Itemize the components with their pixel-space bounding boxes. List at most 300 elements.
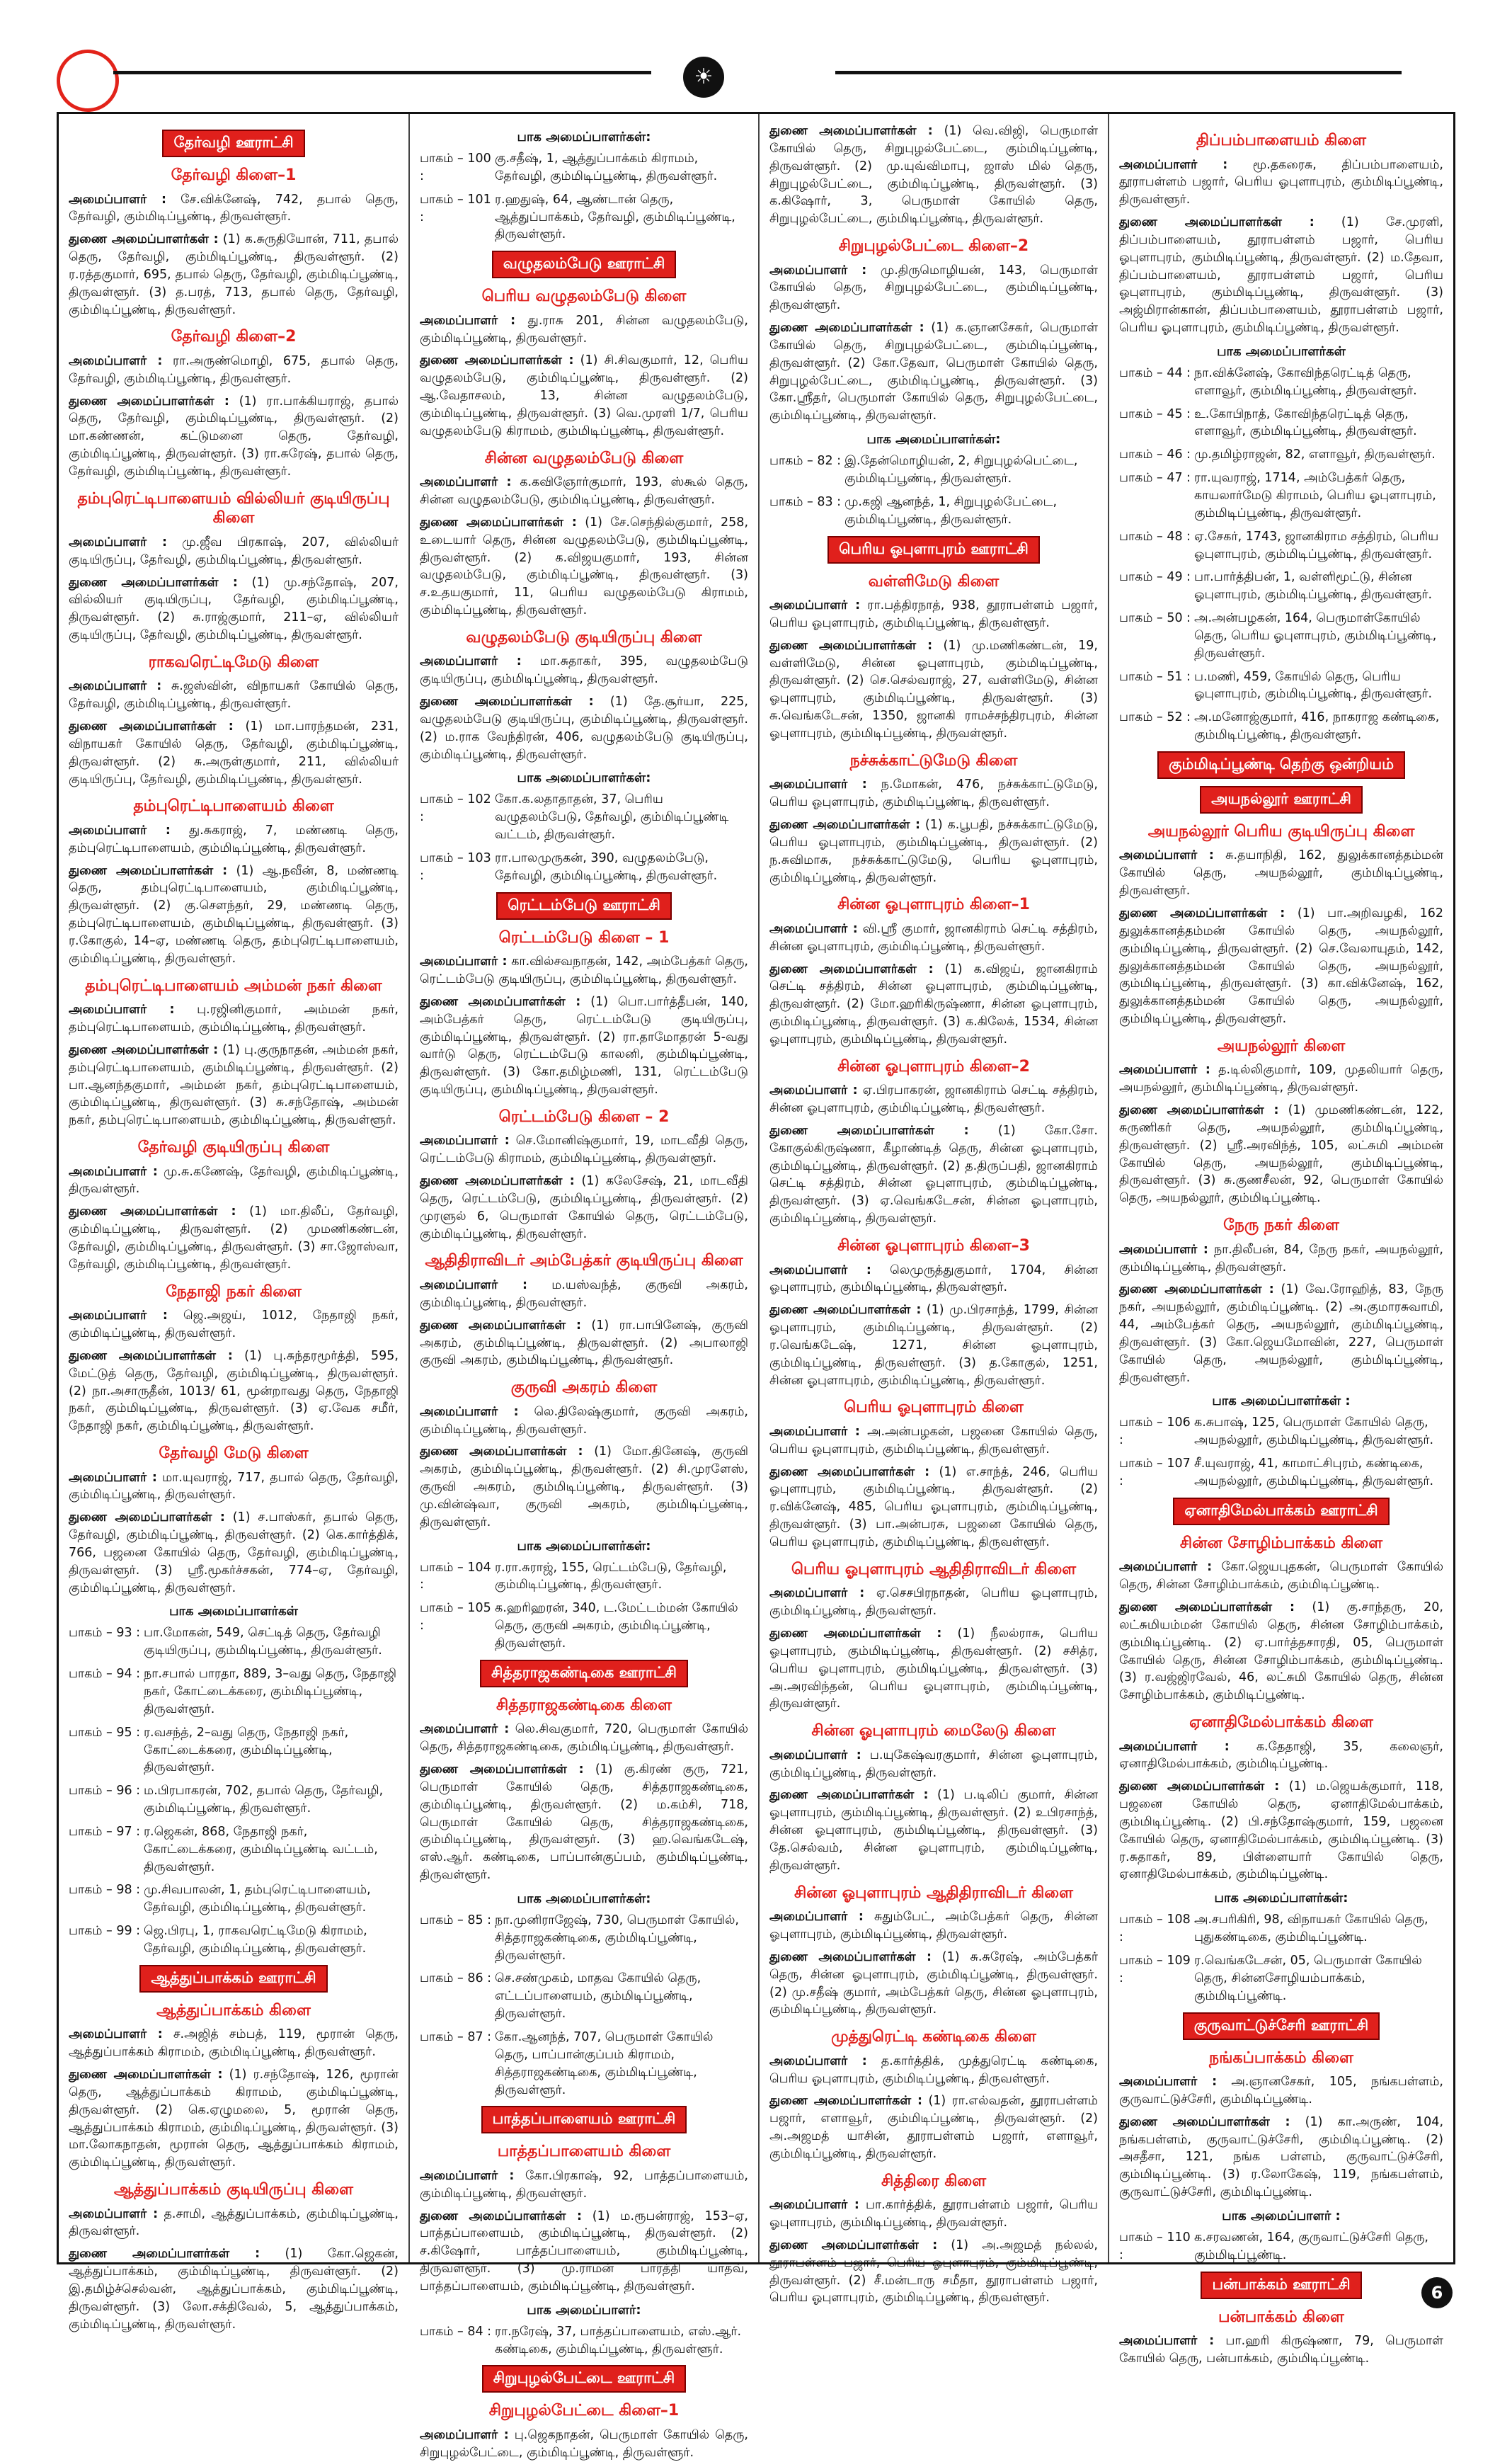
organizer-label: அமைப்பாளர் : (1119, 1242, 1208, 1257)
panchayat-banner: அயநல்லூர் ஊராட்சி (1200, 786, 1363, 814)
deputy-label: துணை அமைப்பாளர்கள் : (420, 1762, 584, 1777)
booth-organizer: கோ.ஆனந்த், 707, பெருமாள் கோயில் தெரு, பாப்பான்குப்பம் கிராமம், சித்தராஜகண்டிகை, கும்மிடிப்பூண்டி, திருவள்ளூர். (495, 2029, 714, 2097)
booth-row (420, 850, 748, 885)
entry-text: து.ராசு 201, சின்ன வழுதலம்பேடு, கும்மிடிப்பூண்டி, திருவள்ளூர். (420, 313, 748, 346)
booth-row (420, 1912, 748, 1965)
panchayat-banner: கும்மிடிப்பூண்டி தெற்கு ஒன்றியம் (1157, 751, 1405, 779)
organizer-entry (769, 2053, 1098, 2088)
deputy-organizers-entry (769, 961, 1098, 1049)
deputy-label: துணை அமைப்பாளர்கள் : (69, 1204, 236, 1219)
booth-organizer: ரா.நரேஷ், 37, பாத்தப்பாளையம், எஸ்.ஆர். கண்டிகை, கும்மிடிப்பூண்டி, திருவள்ளூர். (495, 2324, 742, 2356)
entry-text: த.டில்லிகுமார், 109, முதலியார் தெரு, அயநல்லூர், கும்மிடிப்பூண்டி, திருவள்ளூர். (1119, 1063, 1443, 1095)
entry-text: (1) மு.சந்தோஷ், 207, வில்லியர் குடியிருப்பு, தேர்வழி, கும்மிடிப்பூண்டி, திருவள்ளூர். (2) சு.ராஜ்குமார், 211–ஏ, வில்லியர் குடியிருப்பு, தேர்வழி, கும்மிடிப்பூண்டி, திருவள்ளூர். (69, 575, 399, 643)
booth-number: பாகம் – 95 : (69, 1725, 141, 1740)
booth-row (769, 494, 1098, 529)
organizer-label: அமைப்பாளர் : (420, 954, 508, 969)
booth-heading: பாக அமைப்பாளர்கள் (1217, 343, 1346, 359)
organizer-label: அமைப்பாளர் : (769, 1083, 858, 1098)
organizer-entry (769, 1262, 1098, 1297)
entry-text: மூ.தகரைசு, திப்பம்பாளையம், தூராபள்ளம் பஜார், பெரிய ஓபுளாபுரம், கும்மிடிப்பூண்டி, திருவள்ளூர். (1119, 157, 1443, 207)
entry-text: (1) ர.சந்தோஷ், 126, மூரான் தெரு, ஆத்துப்பாக்கம் கிராமம், கும்மிடிப்பூண்டி, திருவள்ளூர். (2) கெ.ஏழுமலை, 5, மூரான் தெரு, ஆத்துப்பாக்கம் கிராமம், கும்மிடிப்பூண்டி, திருவள்ளூர். (3) மா.லோகநாதன், மூரான் தெரு, ஆத்துப்பாக்கம் கிராமம், கும்மிடிப்பூண்டி, திருவள்ளூர். (69, 2068, 399, 2170)
organizer-entry (420, 2167, 748, 2203)
deputy-label: துணை அமைப்பாளர்கள் : (769, 1788, 929, 1803)
entry-text: (1) கலேசேஷ், 21, மாடவீதி தெரு, ரெட்டம்பேடு, கும்மிடிப்பூண்டி, திருவள்ளூர். (2) முரளுல் 6, பெருமாள் கோயில் தெரு, ரெட்டம்பேடு, கும்மிடிப்பூண்டி, திருவள்ளூர். (420, 1174, 748, 1241)
entry-text: (1) ப.டிலிப் குமார், சின்ன ஓபுளாபுரம், கும்மிடிப்பூண்டி, திருவள்ளூர். (2) உபிரசாந்த், சின்ன ஓபுளாபுரம், கும்மிடிப்பூண்டி, திருவள்ளூர். (3) தே.செல்வம், சின்ன ஓபுளாபுரம், கும்மிடிப்பூண்டி, திருவள்ளூர். (769, 1788, 1098, 1873)
organizer-entry (1119, 1558, 1443, 1594)
entry-text: (1) ரா.பாக்கியராஜ், தபால் தெரு, தேர்வழி, கும்மிடிப்பூண்டி, திருவள்ளூர். (2) மா.கண்ணன், கட்டுமனை தெரு, தேர்வழி, கும்மிடிப்பூண்டி, திருவள்ளூர். (3) ரா.சுரேஷ், தபால் தெரு, தேர்வழி, கும்மிடிப்பூண்டி, திருவள்ளூர். (69, 394, 399, 479)
booth-heading: பாக அமைப்பாளர்கள்: (517, 770, 651, 786)
branch-heading: ரெட்டம்பேடு கிளை – 2 (498, 1107, 670, 1126)
booth-heading: பாக அமைப்பாளர்: (527, 2302, 641, 2318)
column-4 (1108, 114, 1453, 2366)
booth-organizer: ஏ.சேகர், 1743, ஜானகிராம சத்திரம், பெரிய ஓபுளாபுரம், கும்மிடிப்பூண்டி, திருவள்ளூர். (1194, 529, 1439, 562)
entry-text: (1) க.பூபதி, நச்சுக்காட்டுமேடு, பெரிய ஓபுளாபுரம், கும்மிடிப்பூண்டி, திருவள்ளூர். (2) ந.சுவிமாசு, நச்சுக்காட்டுமேடு, பெரிய ஓபுளாபுரம், கும்மிடிப்பூண்டி, திருவள்ளூர். (769, 817, 1098, 885)
organizer-label: அமைப்பாளர் : (420, 1134, 510, 1149)
entry-text: மு.ஜீவ பிரகாஷ், 207, வில்லியர் குடியிருப்பு, தேர்வழி, கும்மிடிப்பூண்டி, திருவள்ளூர். (69, 535, 399, 567)
entry-text: பா.ஹரி கிருஷ்ணா, 79, பெருமாள் கோயில் தெரு, பன்பாக்கம், கும்மிடிப்பூண்டி. (1119, 2334, 1443, 2366)
deputy-organizers-entry (69, 574, 399, 644)
booth-organizer: அ.மனோஜ்குமார், 416, நாகராஜ கண்டிகை, கும்மிடிப்பூண்டி, திருவள்ளூர். (1194, 710, 1440, 743)
booth-number: பாகம் – 46 : (1119, 448, 1191, 462)
organizer-label: அமைப்பாளர் : (1119, 2334, 1215, 2349)
organizer-entry (69, 822, 399, 857)
entry-text: (1) கோ.சோ. கோகுல்கிருஷ்ணா, கீழாண்டித் தெரு, சின்ன ஓபுளாபுரம், கும்மிடிப்பூண்டி, திருவள்ளூர். (2) த.திருப்பதி, ஜானகிராம் செட்டி சத்திரம், சின்ன ஓபுளாபுரம், கும்மிடிப்பூண்டி, திருவள்ளூர். (3) ஏ.வெங்கடேசன், சின்ன ஓபுளாபுரம், கும்மிடிப்பூண்டி, திருவள்ளூர். (769, 1123, 1098, 1226)
deputy-label: துணை அமைப்பாளர்கள் : (420, 1174, 575, 1189)
booth-organizer: க.சரவணன், 164, குருவாட்டுச்சேரி தெரு, கும்மிடிப்பூண்டி. (1194, 2230, 1428, 2262)
deputy-label: துணை அமைப்பாளர்கள் : (69, 1348, 233, 1363)
entry-text: (1) கு.சாந்தரு, 20, லட்சுமியம்மன் கோயில் தெரு, சின்ன சோழிம்பாக்கம், கும்மிடிப்பூண்டி. (2) ஏ.பார்த்தசாரதி, 05, பெருமாள் கோயில் தெரு, சின்ன சோழிம்பாக்கம், கும்மிடிப்பூண்டி. (3) ர.வஜ்ஜிரவேல், 46, லட்சுமி கோயில் தெரு, சின்ன சோழிம்பாக்கம், கும்மிடிப்பூண்டி. (1119, 1600, 1443, 1703)
entry-text: லெ.சிவகுமார், 720, பெருமாள் கோயில் தெரு, சித்தராஜகண்டிகை, கும்மிடிப்பூண்டி, திருவள்ளூர். (420, 1722, 748, 1755)
deputy-label: துணை அமைப்பாளர்கள் : (1119, 906, 1285, 921)
booth-row (1119, 1911, 1443, 1947)
organizer-entry (769, 1423, 1098, 1459)
organizer-label: அமைப்பாளர் : (69, 2027, 163, 2042)
entry-text: (1) பா.அறிவழகி, 162 துலுக்கானத்தம்மன் கோயில் தெரு, அயநல்லூர், கும்மிடிப்பூண்டி, திருவள்ளூர். (2) செ.வேலாயுதம், 142, துலுக்கானத்தம்மன் கோயில் தெரு, அயநல்லூர், கும்மிடிப்பூண்டி, திருவள்ளூர். (3) கா.விக்னேஷ், 162, துலுக்கானத்தம்மன் கோயில் தெரு, அயநல்லூர், கும்மிடிப்பூண்டி, திருவள்ளூர். (1119, 906, 1443, 1027)
booth-row (1119, 668, 1443, 704)
entry-text: ந.மோகன், 476, நச்சுக்காட்டுமேடு, பெரிய ஓபுளாபுரம், கும்மிடிப்பூண்டி, திருவள்ளூர். (769, 777, 1098, 810)
organizer-label: அமைப்பாளர் : (69, 353, 163, 368)
panchayat-banner: பாத்தப்பாளையம் ஊராட்சி (481, 2106, 687, 2133)
booth-organizer: பா.பார்த்திபன், 1, வள்ளிமூட்டு, சின்ன ஓபுளாபுரம், கும்மிடிப்பூண்டி, திருவள்ளூர். (1194, 570, 1433, 603)
booth-row (69, 1881, 399, 1917)
booth-organizer: மு.சிவபாலன், 1, தம்புரெட்டிபாளையம், தேர்வழி, கும்மிடிப்பூண்டி, திருவள்ளூர். (144, 1883, 371, 1915)
deputy-label: துணை அமைப்பாளர்கள் : (420, 515, 577, 530)
entry-text: ஜெ.அஜய், 1012, நேதாஜி நகர், கும்மிடிப்பூண்டி, திருவள்ளூர். (69, 1309, 399, 1340)
organizer-entry (69, 678, 399, 713)
booth-heading: பாக அமைப்பாளர்கள்: (866, 432, 1001, 448)
deputy-organizers-entry (769, 816, 1098, 887)
booth-organizer: உ.கோபிநாத், கோவிந்தரெட்டித் தெரு, எளாவூர், கும்மிடிப்பூண்டி, திருவள்ளூர். (1194, 406, 1417, 439)
entry-text: (1) மா.திலீப், தேர்வழி, கும்மிடிப்பூண்டி, திருவள்ளூர். (2) முமணிகண்டன், தேர்வழி, கும்மிடிப்பூண்டி, திருவள்ளூர். (3) சா.ஜோஸ்வா, தேர்வழி, கும்மிடிப்பூண்டி, திருவள்ளூர். (69, 1204, 399, 1272)
branch-heading: தம்புரெட்டிபாளையம் அம்மன் நகர் கிளை (85, 976, 382, 995)
booth-number: பாகம் – 82 : (769, 454, 842, 469)
organizer-label: அமைப்பாளர் : (420, 313, 516, 328)
booth-row (69, 1782, 399, 1818)
branch-heading: சின்ன ஓபுளாபுரம் ஆதிதிராவிடர் கிளை (794, 1883, 1073, 1902)
entry-text: (1) பொ.பார்த்தீபன், 140, அம்பேத்கர் தெரு, ரெட்டம்பேடு குடியிருப்பு, கும்மிடிப்பூண்டி, திருவள்ளூர். (2) ரா.தாமோதரன் 5-வது வார்டு தெரு, ரெட்டம்பேடு காலனி, கும்மிடிப்பூண்டி, திருவள்ளூர். (3) கோ.தமிழ்மணி, 131, ரெட்டம்பேடு குடியிருப்பு, கும்மிடிப்பூண்டி, திருவள்ளூர். (420, 994, 748, 1098)
branch-heading: பாத்தப்பாளையம் கிளை (497, 2143, 671, 2161)
booth-row (420, 2029, 748, 2099)
branch-heading: ஏனாதிமேல்பாக்கம் கிளை (1189, 1714, 1373, 1732)
deputy-organizers-entry (69, 1042, 399, 1129)
panchayat-banner: பன்பாக்கம் ஊராட்சி (1201, 2272, 1361, 2299)
booth-organizer: ஜெ.பிரபு, 1, ராகவரெட்டிமேடு கிராமம், தேர்வழி, கும்மிடிப்பூண்டி, திருவள்ளூர். (144, 1924, 367, 1956)
deputy-organizers-entry (420, 693, 748, 763)
deputy-organizers-entry (769, 637, 1098, 743)
branch-heading: சிறுபுழல்பேட்டை கிளை–1 (488, 2402, 680, 2420)
deputy-organizers-entry (1119, 905, 1443, 1028)
organizer-entry (769, 262, 1098, 315)
branch-heading: சின்ன வழுதலம்பேடு கிளை (484, 449, 684, 467)
booth-number: பாகம் – 48 : (1119, 529, 1191, 544)
organizer-label: அமைப்பாளர் : (1119, 848, 1214, 863)
panchayat-banner: சித்தராஜகண்டிகை ஊராட்சி (480, 1660, 688, 1687)
organizer-entry (1119, 1241, 1443, 1277)
entry-text: அ.ஞானசேகர், 105, நங்கபள்ளம், குருவாட்டுச்சேரி, கும்மிடிப்பூண்டி. (1119, 2075, 1443, 2107)
entry-text: த.கார்த்திக், முத்துரெட்டி கண்டிகை, பெரிய ஓபுளாபுரம், கும்மிடிப்பூண்டி, திருவள்ளூர். (769, 2053, 1098, 2086)
organizer-entry (69, 191, 399, 227)
branch-heading: தம்புரெட்டிபாளையம் வில்லியர் குடியிருப்பு கிளை (77, 489, 390, 528)
entry-text: க.கவிஞோர்குமார், 193, ஸ்கூல் தெரு, சின்ன வழுதலம்பேடு, கும்மிடிப்பூண்டி, திருவள்ளூர். (420, 475, 748, 507)
branch-heading: திப்பம்பாளையம் கிளை (1196, 132, 1366, 149)
branch-heading: தேர்வழி குடியிருப்பு கிளை (137, 1139, 330, 1157)
organizer-entry (420, 1721, 748, 1756)
deputy-organizers-entry (69, 2066, 399, 2172)
booth-row (420, 1559, 748, 1595)
organizer-entry (420, 1132, 748, 1168)
entry-text: (1) எ.சாந்த், 246, பெரிய ஓபுளாபுரம், கும்மிடிப்பூண்டி, திருவள்ளூர். (2) ர.விக்னேஷ், 485, பெரிய ஓபுளாபுரம், கும்மிடிப்பூண்டி, திருவள்ளூர். (3) பா.அன்பரசு, பஜனை கோயில் தெரு, பெரிய ஓபுளாபுரம், கும்மிடிப்பூண்டி, திருவள்ளூர். (769, 1464, 1098, 1549)
booth-row (69, 1624, 399, 1660)
deputy-organizers-entry (69, 862, 399, 968)
booth-organizer: ர.வெங்கடேசன், 05, பெருமாள் கோயில் தெரு, சின்னசோழியம்பாக்கம், கும்மிடிப்பூண்டி. (1194, 1953, 1422, 2003)
booth-number: பாகம் – 52 : (1119, 710, 1191, 725)
organizer-entry (420, 312, 748, 348)
entry-text: ஏ.பிரபாகரன், ஜானகிராம் செட்டி சத்திரம், சின்ன ஓபுளாபுரம், கும்மிடிப்பூண்டி, திருவள்ளூர். (769, 1083, 1098, 1116)
branch-heading: சின்ன ஓபுளாபுரம் கிளை–2 (837, 1057, 1030, 1076)
booth-row (69, 1922, 399, 1958)
deputy-label: துணை அமைப்பாளர்கள் : (769, 962, 934, 976)
entry-text: லெ.திலேஷ்குமார், குருவி அகரம், கும்மிடிப்பூண்டி, திருவள்ளூர். (420, 1404, 748, 1437)
header-rule-left (113, 71, 651, 74)
party-emblem-icon: ☀ (683, 57, 724, 98)
booth-organizer: ர.ஜெகன், 868, நேதாஜி நகர், கோட்டைக்கரை, கும்மிடிப்பூண்டி வட்டம், திருவள்ளூர். (144, 1824, 378, 1874)
booth-organizer: ர.ஹதுஷ், 64, ஆண்டான் தெரு, ஆத்துப்பாக்கம், தேர்வழி, கும்மிடிப்பூண்டி, திருவள்ளூர். (495, 192, 735, 242)
entry-text: (1) ம.ஜெயக்குமார், 118, பஜனை கோயில் தெரு, ஏனாதிமேல்பாக்கம், கும்மிடிப்பூண்டி. (2) பி.சந்தோஷ்குமார், 159, பஜனை கோயில் தெரு, ஏனாதிமேல்பாக்கம், கும்மிடிப்பூண்டி. (3) ர.சுதாகர், 89, பிள்ளையார் கோயில் தெரு, ஏனாதிமேல்பாக்கம், கும்மிடிப்பூண்டி. (1119, 1779, 1443, 1882)
page-frame (57, 112, 1455, 2460)
booth-number: பாகம் – 104 : (420, 1560, 491, 1592)
entry-text: (1) ஆ.நவீன், 8, மண்ணடி தெரு, தம்புரெட்டிபாளையம், கும்மிடிப்பூண்டி, திருவள்ளூர். (2) கு.சௌந்தர், 29, மண்ணடி தெரு, தம்புரெட்டிபாளையம், கும்மிடிப்பூண்டி, திருவள்ளூர். (3) ர.கோகுல், 14–ஏ, மண்ணடி தெரு, தம்புரெட்டிபாளையம், கும்மிடிப்பூண்டி, திருவள்ளூர். (69, 863, 399, 966)
organizer-label: அமைப்பாளர் : (69, 823, 171, 838)
deputy-organizers-entry (1119, 1599, 1443, 1704)
booth-organizer: நா.முனிராஜேஷ், 730, பெருமாள் கோயில், சித்தராஜகண்டிகை, கும்மிடிப்பூண்டி, திருவள்ளூர். (495, 1913, 739, 1963)
deputy-organizers-entry (769, 1625, 1098, 1713)
organizer-entry (1119, 847, 1443, 900)
entry-text: ரா.பத்திரநாத், 938, தூராபள்ளம் பஜார், பெரிய ஓபுளாபுரம், கும்மிடிப்பூண்டி, திருவள்ளூர். (769, 598, 1098, 630)
booth-row (420, 2323, 748, 2359)
entry-text: (1) கோ.ஜெகன், ஆத்துப்பாக்கம், கும்மிடிப்பூண்டி, திருவள்ளூர். (2) இ.தமிழ்ச்செல்வன், ஆத்துப்பாக்கம், கும்மிடிப்பூண்டி, திருவள்ளூர். (3) லோ.சக்திவேல், 5, ஆத்துப்பாக்கம், கும்மிடிப்பூண்டி, திருவள்ளூர். (69, 2247, 399, 2332)
deputy-organizers-entry (69, 1509, 399, 1597)
entry-text: (1) மா.பாரந்தமன், 231, விநாயகர் கோயில் தெரு, தேர்வழி, கும்மிடிப்பூண்டி, திருவள்ளூர். (2) சு.அருள்குமார், 211, வில்லியர் குடியிருப்பு, தேர்வழி, கும்மிடிப்பூண்டி, திருவள்ளூர். (69, 719, 399, 787)
organizer-label: அமைப்பாளர் : (769, 263, 867, 278)
organizer-label: அமைப்பாளர் : (1119, 157, 1228, 172)
booth-number: பாகம் – 105 : (420, 1601, 491, 1634)
branch-heading: நச்சுக்காட்டுமேடு கிளை (849, 751, 1018, 770)
booth-heading: பாக அமைப்பாளர்கள்: (517, 130, 651, 144)
booth-row (69, 1823, 399, 1876)
organizer-label: அமைப்பாளர் : (769, 2198, 859, 2213)
deputy-organizers-entry (69, 393, 399, 481)
entry-text: மா.சுதாகர், 395, வழுதலம்பேடு குடியிருப்பு, கும்மிடிப்பூண்டி, திருவள்ளூர். (420, 654, 748, 687)
deputy-label: துணை அமைப்பாளர்கள் : (69, 575, 238, 590)
booth-row (1119, 446, 1443, 464)
entry-text: நா.திலீபன், 84, நேரு நகர், அயநல்லூர், கும்மிடிப்பூண்டி, திருவள்ளூர். (1119, 1242, 1443, 1275)
booth-row (1119, 569, 1443, 604)
deputy-label: துணை அமைப்பாளர்கள் : (769, 638, 933, 653)
booth-organizer: கோ.க.லதாதாதன், 37, பெரிய வழுதலம்பேடு, தேர்வழி, கும்மிடிப்பூண்டி வட்டம், திருவள்ளூர். (495, 792, 729, 843)
deputy-label: துணை அமைப்பாளர்கள் : (769, 1303, 922, 1318)
page-number: 6 (1421, 2277, 1453, 2308)
organizer-entry (420, 953, 748, 988)
page-header (42, 42, 1470, 89)
booth-row (420, 191, 748, 244)
entry-text: ஏ.செசபிரநாதன், பெரிய ஓபுளாபுரம், கும்மிடிப்பூண்டி, திருவள்ளூர். (769, 1586, 1098, 1619)
booth-number: பாகம் – 106 : (1119, 1415, 1191, 1448)
booth-organizer: அ.அன்பழகன், 164, பெருமாள்கோயில் தெரு, பெரிய ஓபுளாபுரம், கும்மிடிப்பூண்டி, திருவள்ளூர். (1194, 611, 1437, 661)
deputy-organizers-entry (769, 2092, 1098, 2162)
branch-heading: முத்துரெட்டி கண்டிகை கிளை (831, 2028, 1036, 2046)
booth-organizer: க.ஹரிஹரன், 340, ட.மேட்டம்மன் கோயில் தெரு, குருவி அகரம், கும்மிடிப்பூண்டி, திருவள்ளூர். (495, 1601, 738, 1651)
organizer-entry (769, 2196, 1098, 2232)
booth-number: பாகம் – 101 : (420, 192, 491, 224)
organizer-entry (1119, 2332, 1443, 2368)
branch-heading: ரெட்டம்பேடு கிளை – 1 (498, 928, 670, 947)
organizer-entry (769, 1747, 1098, 1782)
booth-heading: பாக அமைப்பாளர்கள் : (1212, 1394, 1351, 1409)
deputy-label: துணை அமைப்பாளர்கள் : (769, 1949, 932, 1964)
booth-row (1119, 2229, 1443, 2264)
deputy-organizers-entry (420, 993, 748, 1099)
organizer-entry (69, 1469, 399, 1505)
booth-number: பாகம் – 44 : (1119, 365, 1191, 380)
deputy-organizers-entry (69, 718, 399, 788)
organizer-entry (69, 534, 399, 569)
booth-row (1119, 1414, 1443, 1449)
booth-organizer: மு.கஜி ஆனந்த், 1, சிறுபுழல்பேட்டை, கும்மிடிப்பூண்டி, திருவள்ளூர். (844, 494, 1058, 527)
booth-number: பாகம் – 83 : (769, 494, 842, 509)
organizer-entry (420, 474, 748, 509)
branch-heading: குருவி அகரம் கிளை (510, 1379, 658, 1397)
booth-row (1119, 1952, 1443, 2005)
booth-row (769, 452, 1098, 488)
deputy-organizers-entry (69, 1347, 399, 1435)
organizer-label: அமைப்பாளர் : (769, 1586, 865, 1601)
deputy-label: துணை அமைப்பாளர்கள் : (769, 124, 933, 138)
deputy-organizers-entry (69, 2245, 399, 2333)
deputy-label: துணை அமைப்பாளர்கள் : (69, 394, 229, 409)
organizer-entry (1119, 2073, 1443, 2109)
entry-text: (1) வே.ரோஹித், 83, நேரு நகர், அயநல்லூர், கும்மிடிப்பூண்டி. (2) அ.குமாரசுவாமி, 44, அம்பேத்கர் தெரு, அயநல்லூர், கும்மிடிப்பூண்டி, திருவள்ளூர். (3) கோ.ஜெயமோவின், 227, பெருமாள் கோயில் தெரு, அயநல்லூர், கும்மிடிப்பூண்டி, திருவள்ளூர். (1119, 1282, 1443, 1385)
deputy-organizers-entry (1119, 2114, 1443, 2201)
branch-heading: வழுதலம்பேடு குடியிருப்பு கிளை (466, 628, 702, 646)
organizer-entry (769, 776, 1098, 811)
booth-row (69, 1724, 399, 1777)
booth-number: பாகம் – 109 : (1119, 1953, 1191, 1985)
entry-text: ப.யுகேஷ்வரகுமார், சின்ன ஓபுளாபுரம், கும்மிடிப்பூண்டி, திருவள்ளூர். (769, 1748, 1098, 1780)
organizer-label: அமைப்பாளர் : (69, 535, 167, 549)
column-3 (758, 114, 1108, 2306)
entry-text: பு.ஜெகநாதன், பெருமாள் கோயில் தெரு, சிறுபுழல்பேட்டை, கும்மிடிப்பூண்டி, திருவள்ளூர். (420, 2427, 748, 2460)
deputy-organizers-entry (420, 1173, 748, 1243)
entry-text: சு.தயாநிதி, 162, துலுக்கானத்தம்மன் கோயில் தெரு, அயநல்லூர், கும்மிடிப்பூண்டி, திருவள்ளூர். (1119, 848, 1443, 899)
organizer-label: அமைப்பாளர் : (69, 1003, 175, 1018)
entry-text: செ.மோனிஷ்குமார், 19, மாடவீதி தெரு, ரெட்டம்பேடு கிராமம், கும்மிடிப்பூண்டி, திருவள்ளூர். (420, 1134, 748, 1166)
booth-row (420, 1970, 748, 2023)
branch-heading: நேதாஜி நகர் கிளை (166, 1282, 302, 1301)
booth-number: பாகம் – 100 : (420, 152, 491, 183)
branch-heading: தம்புரெட்டிபாளையம் கிளை (133, 797, 334, 816)
booth-number: பாகம் – 87 : (420, 2029, 492, 2044)
branch-heading: ஆத்துப்பாக்கம் குடியிருப்பு கிளை (114, 2181, 353, 2199)
booth-heading: பாக அமைப்பாளர் : (1222, 2208, 1341, 2223)
organizer-entry (420, 1277, 748, 1312)
entry-text: ச.அஜித் சம்பத், 119, மூரான் தெரு, ஆத்துப்பாக்கம் கிராமம், கும்மிடிப்பூண்டி, திருவள்ளூர். (69, 2027, 399, 2060)
deputy-label: துணை அமைப்பாளர்கள் : (769, 1464, 930, 1479)
organizer-entry (769, 1585, 1098, 1620)
deputy-organizers-entry (769, 1464, 1098, 1551)
booth-number: பாகம் – 107 : (1119, 1457, 1191, 1488)
branch-heading: ராகவரெட்டிமேடு கிளை (148, 653, 319, 671)
entry-text: (1) முமணிகண்டன், 122, சுருணிகர் தெரு, அயநல்லூர், கும்மிடிப்பூண்டி, திருவள்ளூர். (2) ஸ்ரீ.அரவிந்த், 105, லட்சுமி அம்மன் கோயில் தெரு, அயநல்லூர், கும்மிடிப்பூண்டி, திருவள்ளூர். (3) சு.குணசீலன், 92, பெருமாள் கோயில் தெரு, அயநல்லூர், கும்மிடிப்பூண்டி. (1119, 1103, 1443, 1206)
deputy-label: துணை அமைப்பாளர்கள் : (769, 817, 920, 832)
organizer-label: அமைப்பாளர் : (69, 1164, 158, 1179)
entry-text: (1) க.சுருதியோன், 711, தபால் தெரு, தேர்வழி, கும்மிடிப்பூண்டி, திருவள்ளூர். (2) ர.ரத்தகுமார், 695, தபால் தெரு, தேர்வழி, கும்மிடிப்பூண்டி, திருவள்ளூர். (3) த.பரத், 713, தபால் தெரு, தேர்வழி, கும்மிடிப்பூண்டி, திருவள்ளூர். (69, 232, 399, 317)
organizer-label: அமைப்பாளர் : (769, 1910, 864, 1925)
booth-number: பாகம் – 103 : (420, 850, 491, 883)
entry-text: வி.ஸ்ரீ குமார், ஜானகிராம் செட்டி சத்திரம், சின்ன ஓபுளாபுரம், கும்மிடிப்பூண்டி, திருவள்ளூர். (769, 921, 1098, 954)
deputy-organizers-entry (69, 1203, 399, 1273)
deputy-label: துணை அமைப்பாளர்கள் : (1119, 1600, 1295, 1614)
organizer-entry (69, 1307, 399, 1343)
organizer-entry (69, 2206, 399, 2241)
deputy-organizers-entry (769, 319, 1098, 425)
organizer-entry (1119, 1061, 1443, 1097)
entry-text: பு.ரஜினிகுமார், அம்மன் நகர், தம்புரெட்டிபாளையம், கும்மிடிப்பூண்டி, திருவள்ளூர். (69, 1003, 399, 1035)
entry-text: சுதும்பேட், அம்பேத்கர் தெரு, சின்ன ஓபுளாபுரம், கும்மிடிப்பூண்டி, திருவள்ளூர். (769, 1910, 1098, 1942)
booth-organizer: ரா.பாலமுருகன், 390, வழுதலம்பேடு, தேர்வழி, கும்மிடிப்பூண்டி, திருவள்ளூர். (495, 850, 718, 883)
booth-row (420, 150, 748, 186)
entry-text: (1) ரா.எல்வதன், தூராபள்ளம் பஜார், எளாவூர், கும்மிடிப்பூண்டி, திருவள்ளூர். (2) அ.அஜமத் யாசின், தூராபள்ளம் பஜார், எளாவூர், கும்மிடிப்பூண்டி, திருவள்ளூர். (769, 2094, 1098, 2161)
entry-text: கா.வில்சவநாதன், 142, அம்பேத்கர் தெரு, ரெட்டம்பேடு குடியிருப்பு, கும்மிடிப்பூண்டி, திருவள்ளூர். (420, 954, 748, 986)
organizer-label: அமைப்பாளர் : (420, 654, 522, 669)
organizer-label: அமைப்பாளர் : (420, 1277, 527, 1292)
deputy-label: துணை அமைப்பாளர்கள் : (769, 321, 924, 336)
organizer-label: அமைப்பாளர் : (420, 475, 512, 490)
booth-row (1119, 469, 1443, 523)
booth-organizer: செ.சண்முகம், மாதவ கோயில் தெரு, எட்டப்பாளையம், கும்மிடிப்பூண்டி, திருவள்ளூர். (495, 1971, 701, 2022)
panchayat-banner: தேர்வழி ஊராட்சி (162, 130, 304, 157)
organizer-label: அமைப்பாளர் : (769, 598, 861, 613)
entry-text: (1) ம.ரூபன்ராஜ், 153–ஏ, பாத்தப்பாளையம், கும்மிடிப்பூண்டி, திருவள்ளூர். (2) ச.கிஷோர், பாத்தப்பாளையம், கும்மிடிப்பூண்டி, திருவள்ளூர். (3) மு.ராமன் பாரத்தி யாதவ், பாத்தப்பாளையம், கும்மிடிப்பூண்டி, திருவள்ளூர். (420, 2209, 748, 2293)
organizer-label: அமைப்பாளர் : (769, 2053, 867, 2068)
deputy-label: துணை அமைப்பாளர்கள் : (420, 353, 574, 368)
deputy-organizers-entry (69, 231, 399, 319)
entry-text: மா.யுவராஜ், 717, தபால் தெரு, தேர்வழி, கும்மிடிப்பூண்டி, திருவள்ளூர். (69, 1470, 399, 1503)
entry-text: (1) ச.பாஸ்கர், தபால் தெரு, தேர்வழி, கும்மிடிப்பூண்டி, திருவள்ளூர். (2) கெ.கார்த்திக், 766, பஜனை கோயில் தெரு, தேர்வழி, கும்மிடிப்பூண்டி, திருவள்ளூர். (3) ஸ்ரீ.மூகர்ச்சகன், 774–ஏ, தேர்வழி, கும்மிடிப்பூண்டி, திருவள்ளூர். (69, 1510, 399, 1595)
organizer-label: அமைப்பாளர் : (769, 1424, 860, 1439)
entry-text: சே.விக்னேஷ், 742, தபால் தெரு, தேர்வழி, கும்மிடிப்பூண்டி, திருவள்ளூர். (69, 192, 399, 224)
booth-heading: பாக அமைப்பாளர்கள்: (517, 1538, 651, 1554)
deputy-label: துணை அமைப்பாளர்கள் : (1119, 215, 1315, 230)
entry-text: (1) மு.பிரசாந்த், 1799, சின்ன ஓபுளாபுரம், கும்மிடிப்பூண்டி, திருவள்ளூர். (2) ர.வெங்கடேஷ், 1271, சின்ன ஓபுளாபுரம், கும்மிடிப்பூண்டி, திருவள்ளூர். (3) த.கோகுல், 1251, சின்ன ஓபுளாபுரம், கும்மிடிப்பூண்டி, திருவள்ளூர். (769, 1303, 1098, 1388)
deputy-organizers-entry (1119, 214, 1443, 337)
panchayat-banner: ஏனாதிமேல்பாக்கம் ஊராட்சி (1173, 1498, 1389, 1525)
organizer-label: அமைப்பாளர் : (69, 2206, 159, 2221)
entry-text: ம.யஸ்வந்த், குருவி அகரம், கும்மிடிப்பூண்டி, திருவள்ளூர். (420, 1277, 748, 1310)
booth-organizer: ப.மணி, 459, கோயில் தெரு, பெரிய ஓபுளாபுரம், கும்மிடிப்பூண்டி, திருவள்ளூர். (1194, 669, 1433, 702)
entry-text: (1) மு.மணிகண்டன், 19, வள்ளிமேடு, சின்ன ஓபுளாபுரம், கும்மிடிப்பூண்டி, திருவள்ளூர். (2) செ.செல்வராஜ், 27, வள்ளிமேடு, சின்ன ஓபுளாபுரம், கும்மிடிப்பூண்டி, திருவள்ளூர். (3) சு.வெங்கடேசன், 1350, ஜானகி ராமச்சந்திரபுரம், சின்ன ஓபுளாபுரம், கும்மிடிப்பூண்டி, திருவள்ளூர். (769, 638, 1098, 741)
organizer-label: அமைப்பாளர் : (769, 1263, 871, 1277)
organizer-label: அமைப்பாளர் : (769, 921, 858, 936)
branch-heading: பெரிய ஓபுளாபுரம் ஆதிதிராவிடர் கிளை (791, 1560, 1077, 1578)
deputy-label: துணை அமைப்பாளர்கள் : (420, 695, 594, 709)
deputy-label: துணை அமைப்பாளர்கள் : (69, 1042, 219, 1057)
branch-heading: சித்தராஜகண்டிகை கிளை (496, 1696, 672, 1714)
booth-row (1119, 610, 1443, 663)
branch-heading: அயநல்லூர் பெரிய குடியிருப்பு கிளை (1147, 822, 1415, 840)
deputy-label: துணை அமைப்பாளர்கள் : (1119, 2114, 1290, 2129)
organizer-label: அமைப்பாளர் : (69, 679, 162, 694)
booth-row (1119, 365, 1443, 400)
entry-text: லெமுருத்துகுமார், 1704, சின்ன ஓபுளாபுரம், கும்மிடிப்பூண்டி, திருவள்ளூர். (769, 1263, 1098, 1295)
booth-heading: பாக அமைப்பாளர்கள் (169, 1604, 298, 1619)
deputy-organizers-entry (769, 1949, 1098, 2019)
branch-heading: தேர்வழி கிளை–2 (171, 328, 297, 346)
entry-text: சு.ஜஸ்வின், விநாயகர் கோயில் தெரு, தேர்வழி, கும்மிடிப்பூண்டி, திருவள்ளூர். (69, 679, 399, 712)
organizer-label: அமைப்பாளர் : (69, 192, 166, 207)
organizer-entry (420, 653, 748, 688)
branch-heading: வள்ளிமேடு கிளை (868, 572, 1000, 591)
organizer-entry (69, 353, 399, 388)
entry-text: மு.சு.கணேஷ், தேர்வழி, கும்மிடிப்பூண்டி, திருவள்ளூர். (69, 1164, 399, 1197)
booth-number: பாகம் – 94 : (69, 1667, 141, 1682)
deputy-label: துணை அமைப்பாளர்கள் : (769, 2094, 923, 2109)
entry-text: (1) ரா.பாபினேஷ், குருவி அகரம், கும்மிடிப்பூண்டி, திருவள்ளூர். (2) அபாலாஜி குருவி அகரம், கும்மிடிப்பூண்டி, திருவள்ளூர். (420, 1318, 748, 1368)
organizer-entry (69, 1001, 399, 1037)
deputy-label: துணை அமைப்பாளர்கள் : (420, 2209, 582, 2223)
booth-number: பாகம் – 96 : (69, 1784, 141, 1799)
panchayat-banner: பெரிய ஓபுளாபுரம் ஊராட்சி (827, 536, 1040, 564)
deputy-label: துணை அமைப்பாளர்கள் : (420, 1444, 583, 1459)
entry-text: து.சுகராஜ், 7, மண்ணடி தெரு, தம்புரெட்டிபாளையம், கும்மிடிப்பூண்டி, திருவள்ளூர். (69, 823, 399, 855)
deputy-label: துணை அமைப்பாளர்கள் : (420, 1318, 582, 1333)
booth-organizer: இ.தேன்மொழியன், 2, சிறுபுழல்பெட்டை, கும்மிடிப்பூண்டி, திருவள்ளூர். (844, 454, 1078, 486)
panchayat-banner: வழுதலம்பேடு ஊராட்சி (492, 251, 677, 278)
booth-organizer: ம.பிரபாகரன், 702, தபால் தெரு, தேர்வழி, கும்மிடிப்பூண்டி, திருவள்ளூர். (144, 1784, 384, 1816)
deputy-organizers-entry (769, 2237, 1098, 2307)
booth-row (1119, 709, 1443, 744)
deputy-label: துணை அமைப்பாளர்கள் : (769, 1123, 969, 1138)
booth-number: பாகம் – 108 : (1119, 1913, 1191, 1945)
booth-organizer: பா.மோகன், 549, செட்டித் தெரு, தேர்வழி குடியிருப்பு, கும்மிடிப்பூண்டி, திருவள்ளூர். (144, 1626, 382, 1658)
branch-heading: சின்ன ஓபுளாபுரம் மைலேடு கிளை (811, 1722, 1056, 1740)
deputy-label: துணை அமைப்பாளர்கள் : (69, 2247, 260, 2262)
deputy-organizers-entry (769, 1122, 1098, 1228)
entry-text: (1) மோ.தினேஷ், குருவி அகரம், கும்மிடிப்பூண்டி, திருவள்ளூர். (2) சி.முரளேஸ், குருவி அகரம், கும்மிடிப்பூண்டி, திருவள்ளூர். (3) மு.வின்ஷ்வா, குருவி அகரம், கும்மிடிப்பூண்டி, திருவள்ளூர். (420, 1444, 748, 1529)
entry-text: (1) பு.குருநாதன், அம்மன் நகர், தம்புரெட்டிபாளையம், கும்மிடிப்பூண்டி, திருவள்ளூர். (2) பா.ஆனந்தகுமார், அம்மன் நகர், தம்புரெட்டிபாளையம், கும்மிடிப்பூண்டி, திருவள்ளூர். (3) சு.சந்தோஷ், அம்மன் நகர், தம்புரெட்டிபாளையம், கும்மிடிப்பூண்டி, திருவள்ளூர். (69, 1042, 399, 1128)
deputy-organizers-entry (1119, 1281, 1443, 1386)
entry-text: (1) பு.சுந்தரமூர்த்தி, 595, மேட்டுத் தெரு, தேர்வழி, கும்மிடிப்பூண்டி, திருவள்ளூர். (2) நா.அசாருதீன், 1013/ 61, மூன்றாவது தெரு, நேதாஜி நகர், கும்மிடிப்பூண்டி, திருவள்ளூர். (3) ஏ.வேக சமீர், நேதாஜி நகர், கும்மிடிப்பூண்டி, திருவள்ளூர். (69, 1348, 399, 1434)
booth-heading: பாக அமைப்பாளர்கள்: (1214, 1891, 1348, 1906)
